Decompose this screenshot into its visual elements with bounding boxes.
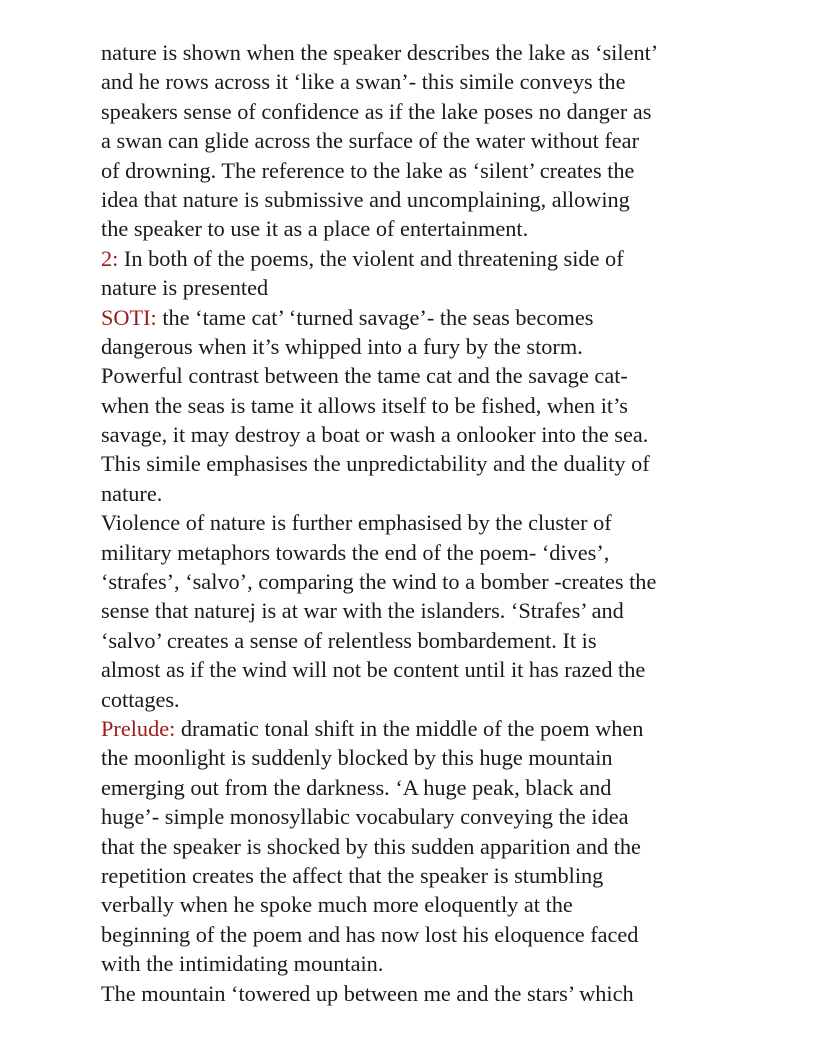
- text-line: The mountain ‘towered up between me and the stars’ which: [101, 980, 634, 1006]
- text-line: This simile emphasises the unpredictability and the duality of: [101, 451, 650, 477]
- text-line: repetition creates the affect that the speaker is stumbling: [101, 862, 604, 888]
- text-line: sense that naturej is at war with the islanders. ‘Strafes’ and: [101, 598, 624, 624]
- text-span: the ‘tame cat’ ‘turned savage’- the seas becomes: [156, 304, 594, 330]
- text-line: and he rows across it ‘like a swan’- this simile conveys the: [101, 69, 626, 95]
- text-line: beginning of the poem and has now lost his eloquence faced: [101, 921, 639, 947]
- text-line: the moonlight is suddenly blocked by this huge mountain: [101, 745, 613, 771]
- paragraph-lake: [101, 38, 781, 244]
- text-line: a swan can glide across the surface of the water without fear: [101, 128, 639, 154]
- text-line: with the intimidating mountain.: [101, 951, 384, 977]
- section-label-soti: SOTI:: [101, 304, 157, 330]
- text-line: nature.: [101, 480, 163, 506]
- text-span: In both of the poems, the violent and threatening side of: [118, 245, 624, 271]
- section-label-prelude: Prelude:: [101, 715, 176, 741]
- text-line: military metaphors towards the end of the poem- ‘dives’,: [101, 539, 610, 565]
- text-line: idea that nature is submissive and uncomplaining, allowing: [101, 186, 630, 212]
- text-line: emerging out from the darkness. ‘A huge peak, black and: [101, 774, 612, 800]
- text-line: when the seas is tame it allows itself to be fished, when it’s: [101, 392, 628, 418]
- text-line: dangerous when it’s whipped into a fury by the storm.: [101, 333, 583, 359]
- text-line: verbally when he spoke much more eloquently at the: [101, 892, 573, 918]
- document-page: [101, 38, 781, 1008]
- paragraph-soti: [101, 303, 781, 509]
- text-line: [101, 714, 781, 743]
- text-line: of drowning. The reference to the lake as ‘silent’ creates the: [101, 157, 635, 183]
- text-line: nature is shown when the speaker describes the lake as ‘silent’: [101, 40, 659, 65]
- text-line: speakers sense of confidence as if the lake poses no danger as: [101, 98, 652, 124]
- text-line: Violence of nature is further emphasised by the cluster of: [101, 510, 612, 536]
- text-line: huge’- simple monosyllabic vocabulary conveying the idea: [101, 804, 629, 830]
- text-line: nature is presented: [101, 275, 269, 301]
- text-span: dramatic tonal shift in the middle of the poem when: [175, 715, 644, 741]
- text-line: almost as if the wind will not be content until it has razed the: [101, 657, 646, 683]
- section-label-2: 2:: [101, 245, 119, 271]
- paragraph-prelude: [101, 714, 781, 979]
- text-line: cottages.: [101, 686, 180, 712]
- paragraph-point-2: [101, 244, 781, 303]
- paragraph-violence: [101, 508, 781, 714]
- text-line: [101, 244, 781, 273]
- text-line: that the speaker is shocked by this sudden apparition and the: [101, 833, 641, 859]
- text-line: ‘strafes’, ‘salvo’, comparing the wind to a bomber -creates the: [101, 569, 657, 595]
- text-line: ‘salvo’ creates a sense of relentless bombardement. It is: [101, 627, 597, 653]
- text-line: savage, it may destroy a boat or wash a onlooker into the sea.: [101, 422, 649, 448]
- text-line: the speaker to use it as a place of entertainment.: [101, 216, 529, 242]
- text-line: [101, 303, 781, 332]
- text-line: Powerful contrast between the tame cat and the savage cat-: [101, 363, 628, 389]
- paragraph-mountain: [101, 979, 781, 1008]
